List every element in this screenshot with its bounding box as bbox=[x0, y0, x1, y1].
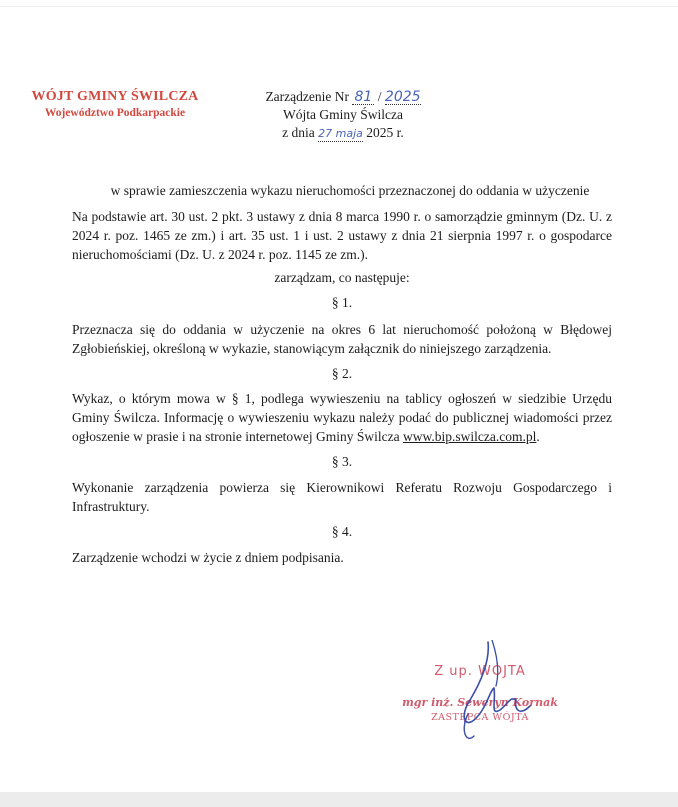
section-2-mark: § 2. bbox=[331, 366, 353, 381]
page-top-edge bbox=[0, 6, 678, 7]
section-2-end: . bbox=[536, 429, 540, 444]
decree-number-handwritten: 81 bbox=[352, 90, 374, 105]
section-3-mark: § 3. bbox=[331, 454, 353, 469]
section-4-mark: § 4. bbox=[331, 524, 353, 539]
decree-subject: w sprawie zamieszczenia wykazu nieruchomości przeznaczonej do oddania w użyczenie bbox=[110, 183, 590, 198]
bip-link[interactable]: www.bip.swilcza.com.pl bbox=[403, 429, 537, 444]
signature-stroke-tail bbox=[464, 714, 474, 738]
decree-date-handwritten: 27 maja bbox=[318, 127, 363, 140]
handwritten-signature bbox=[430, 640, 540, 750]
decree-date-suffix: 2025 r. bbox=[366, 125, 404, 140]
stamp-signatory-name: mgr inż. Seweryn Kornak bbox=[402, 696, 558, 709]
section-2-text bbox=[72, 389, 612, 446]
decree-heading bbox=[258, 88, 428, 142]
decree-year-handwritten: 2025 bbox=[384, 89, 421, 105]
section-3-text: Wykonanie zarządzenia powierza się Kierownikowi Referatu Rozwoju Gospodarczego i Infrastruktury. bbox=[72, 480, 612, 514]
legal-basis-paragraph: Na podstawie art. 30 ust. 2 pkt. 3 ustawy z dnia 8 marca 1990 r. o samorządzie gminnym (Dz. U. z 2024 r. poz. 1465 ze zm.) i art. 35 ust. 1 i ust. 2 ustawy z dnia 21 sierpnia 1997 r. o gospodarce nieruchomościami (Dz. U. z 2024 r. poz. 1145 ze zm.). bbox=[72, 209, 612, 262]
section-1-mark: § 1. bbox=[331, 295, 353, 310]
decree-separator: / bbox=[377, 89, 382, 104]
decree-date-prefix: z dnia bbox=[282, 125, 315, 140]
signature-stamp bbox=[400, 640, 560, 740]
decree-prefix: Zarządzenie Nr bbox=[265, 89, 350, 104]
issuer-subtitle: Województwo Podkarpackie bbox=[44, 107, 186, 119]
decree-intro: zarządzam, co następuje: bbox=[274, 270, 410, 285]
issuer-title: WÓJT GMINY ŚWILCZA bbox=[31, 89, 199, 104]
section-4-text: Zarządzenie wchodzi w życie z dniem podpisania. bbox=[72, 550, 344, 565]
issuer-block bbox=[30, 89, 200, 119]
decree-date-line bbox=[258, 124, 428, 142]
section-1-text: Przeznacza się do oddania w użyczenie na okres 6 lat nieruchomość położoną w Błędowej Zgłobieńskiej, określoną w wykazie, stanowiącym załącznik do niniejszego zarządzenia. bbox=[72, 322, 612, 356]
section-2-body: Wykaz, o którym mowa w § 1, podlega wywieszeniu na tablicy ogłoszeń w siedzibie Urzędu Gminy Świlcza. Informację o wywieszeniu wykazu należy podać do publicznej wiadomości przez ogłoszenie w prasie i na stronie internetowej Gminy Świlcza bbox=[72, 391, 612, 444]
decree-issuer-line: Wójta Gminy Świlcza bbox=[283, 107, 403, 122]
stamp-signatory-role: ZASTĘPCA WÓJTA bbox=[431, 712, 529, 723]
signature-stroke-top bbox=[492, 640, 498, 686]
decree-number-line bbox=[258, 88, 428, 106]
stamp-authorization: Z up. WÓJTA bbox=[434, 664, 526, 679]
